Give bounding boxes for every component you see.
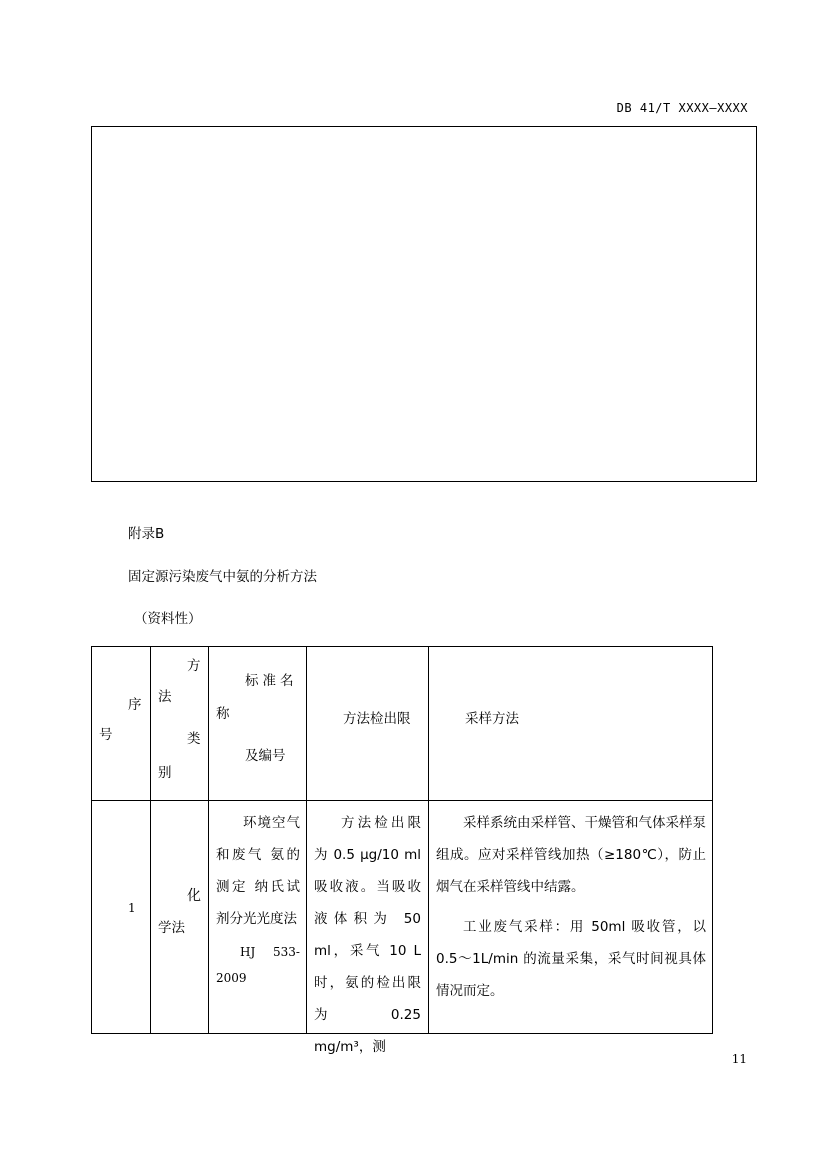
cell-seq: 1	[92, 801, 151, 1034]
header-method-type: 方 法 类 别	[151, 647, 209, 801]
header-detection-limit: 方法检出限	[307, 647, 429, 801]
cell-detection-limit	[307, 801, 429, 1055]
appendix-label: 附录B	[128, 526, 165, 542]
appendix-title: 固定源污染废气中氨的分析方法	[128, 569, 317, 585]
standard-code: HJ 533-2009	[216, 945, 300, 985]
cell-sampling-method	[429, 801, 713, 1034]
header-sampling-method: 采样方法	[429, 647, 713, 801]
page-number: 11	[731, 1052, 747, 1066]
table-row	[92, 801, 713, 1034]
sampling-text-2: 工业废气采样：用 50ml 吸收管，以 0.5～1L/min 的流量采集，采气时间视具体情况而定。	[436, 919, 706, 999]
blank-figure-box	[91, 126, 757, 482]
cell-method-type: 化 学法	[151, 801, 209, 1034]
header-seq: 序 号	[92, 647, 151, 801]
analysis-methods-table	[91, 646, 713, 1055]
sampling-text-1: 采样系统由采样管、干燥管和气体采样泵组成。应对采样管线加热（≥180℃），防止烟气在采样管线中结露。	[436, 815, 706, 895]
table-header-row	[92, 647, 713, 801]
cell-standard	[209, 801, 307, 1034]
appendix-note: （资料性）	[134, 611, 202, 627]
standard-name: 环境空气和废气 氨的测定 纳氏试剂分光光度法	[216, 815, 300, 927]
document-code: DB 41/T XXXX—XXXX	[616, 101, 748, 115]
detection-limit-text: 方法检出限为 0.5 μg/10 ml 吸收液。当吸收液体积为 50 ml，采气 10 L 时，氨的检出限为 0.25 mg/m³，测	[314, 815, 421, 1055]
header-standard: 标准名 称 及编号	[209, 647, 307, 801]
